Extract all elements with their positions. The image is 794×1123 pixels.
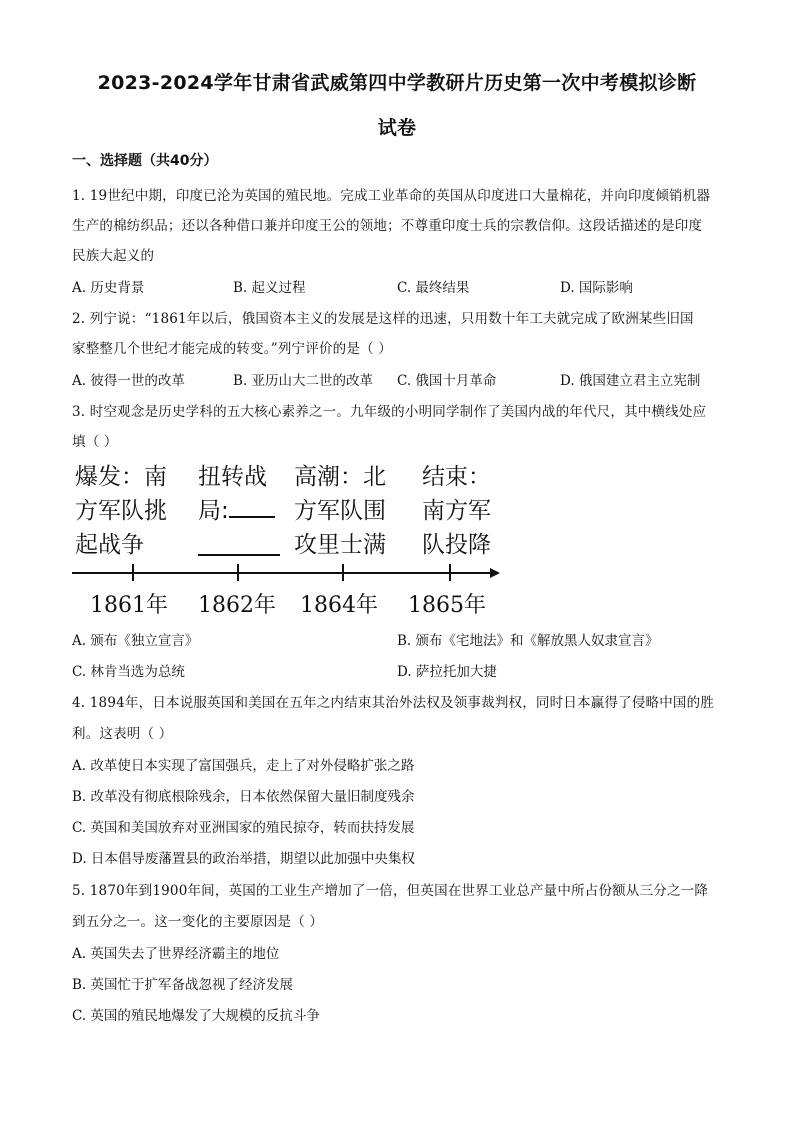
timeline-event-climax: 高潮：北 方军队围 攻里士满: [294, 464, 386, 558]
timeline-event-outbreak: 爆发：南 方军队挑 起战争: [75, 464, 167, 558]
timeline-axis: [70, 560, 510, 586]
q5-option-b: B. 英国忙于扩军备战忽视了经济发展: [72, 977, 294, 993]
exam-title: 2023-2024学年甘肃省武威第四中学教研片历史第一次中考模拟诊断: [97, 72, 697, 94]
civil-war-timeline: [70, 460, 510, 620]
q1-option-b: B. 起义过程: [233, 280, 306, 296]
timeline-year: 1865年: [408, 593, 486, 618]
exam-title-continued: 试卷: [377, 117, 417, 139]
q3-option-b: B. 颁布《宅地法》和《解放黑人奴隶宣言》: [397, 633, 659, 649]
timeline-event-end: 结束： 南方军 队投降: [422, 464, 491, 558]
q2-option-b: B. 亚历山大二世的改革: [233, 373, 374, 389]
question-1-text: 生产的棉纺织品；还以各种借口兼并印度王公的领地；不尊重印度士兵的宗教信仰。这段话描述的是印度: [72, 218, 703, 234]
q4-option-a: A. 改革使日本实现了富国强兵，走上了对外侵略扩张之路: [72, 758, 415, 774]
q2-option-a: A. 彼得一世的改革: [72, 373, 185, 389]
question-2-text: 家整整几个世纪才能完成的转变。”列宁评价的是（ ）: [72, 341, 392, 357]
q5-option-a: A. 英国失去了世界经济霸主的地位: [72, 946, 280, 962]
question-4-text: 4. 1894年，日本说服英国和美国在五年之内结束其治外法权及领事裁判权，同时日本赢得了侵略中国的胜: [72, 695, 715, 711]
timeline-arrow-head: [490, 568, 500, 578]
question-3-text: 3. 时空观念是历史学科的五大核心素养之一。九年级的小明同学制作了美国内战的年代尺，其中横线处应: [72, 404, 707, 420]
q3-option-d: D. 萨拉托加大捷: [397, 664, 497, 680]
question-4-text: 利。这表明（ ）: [72, 726, 173, 742]
q4-option-c: C. 英国和美国放弃对亚洲国家的殖民掠夺，转而扶持发展: [72, 820, 415, 836]
q2-option-c: C. 俄国十月革命: [397, 373, 497, 389]
question-3-text: 填（ ）: [72, 434, 118, 450]
q1-option-c: C. 最终结果: [397, 280, 470, 296]
q4-option-d: D. 日本倡导废藩置县的政治举措，期望以此加强中央集权: [72, 851, 415, 867]
section-heading: 一、选择题（共40分）: [72, 153, 218, 169]
q3-option-a: A. 颁布《独立宣言》: [72, 633, 199, 649]
q4-option-b: B. 改革没有彻底根除残余，日本依然保留大量旧制度残余: [72, 789, 415, 805]
question-1-text: 1. 19世纪中期，印度已沦为英国的殖民地。完成工业革命的英国从印度进口大量棉花，并向印度倾销机器: [72, 188, 711, 204]
question-5-text: 5. 1870年到1900年间，英国的工业生产增加了一倍，但英国在世界工业总产量中所占份额从三分之一降: [72, 883, 709, 899]
timeline-year: 1862年: [198, 593, 276, 618]
question-2-text: 2. 列宁说：“1861年以后，俄国资本主义的发展是这样的迅速，只用数十年工夫就完成了欧洲某些旧国: [72, 311, 694, 327]
q1-option-a: A. 历史背景: [72, 280, 145, 296]
timeline-year: 1861年: [90, 593, 168, 618]
q5-option-c: C. 英国的殖民地爆发了大规模的反抗斗争: [72, 1008, 320, 1024]
q3-option-c: C. 林肯当选为总统: [72, 664, 185, 680]
q1-option-d: D. 国际影响: [560, 280, 633, 296]
q2-option-d: D. 俄国建立君主立宪制: [560, 373, 701, 389]
question-5-text: 到五分之一。这一变化的主要原因是（ ）: [72, 914, 324, 930]
timeline-event-turning-point: 扭转战 局:: [198, 460, 280, 566]
timeline-year: 1864年: [300, 593, 378, 618]
question-1-text: 民族大起义的: [72, 248, 155, 264]
